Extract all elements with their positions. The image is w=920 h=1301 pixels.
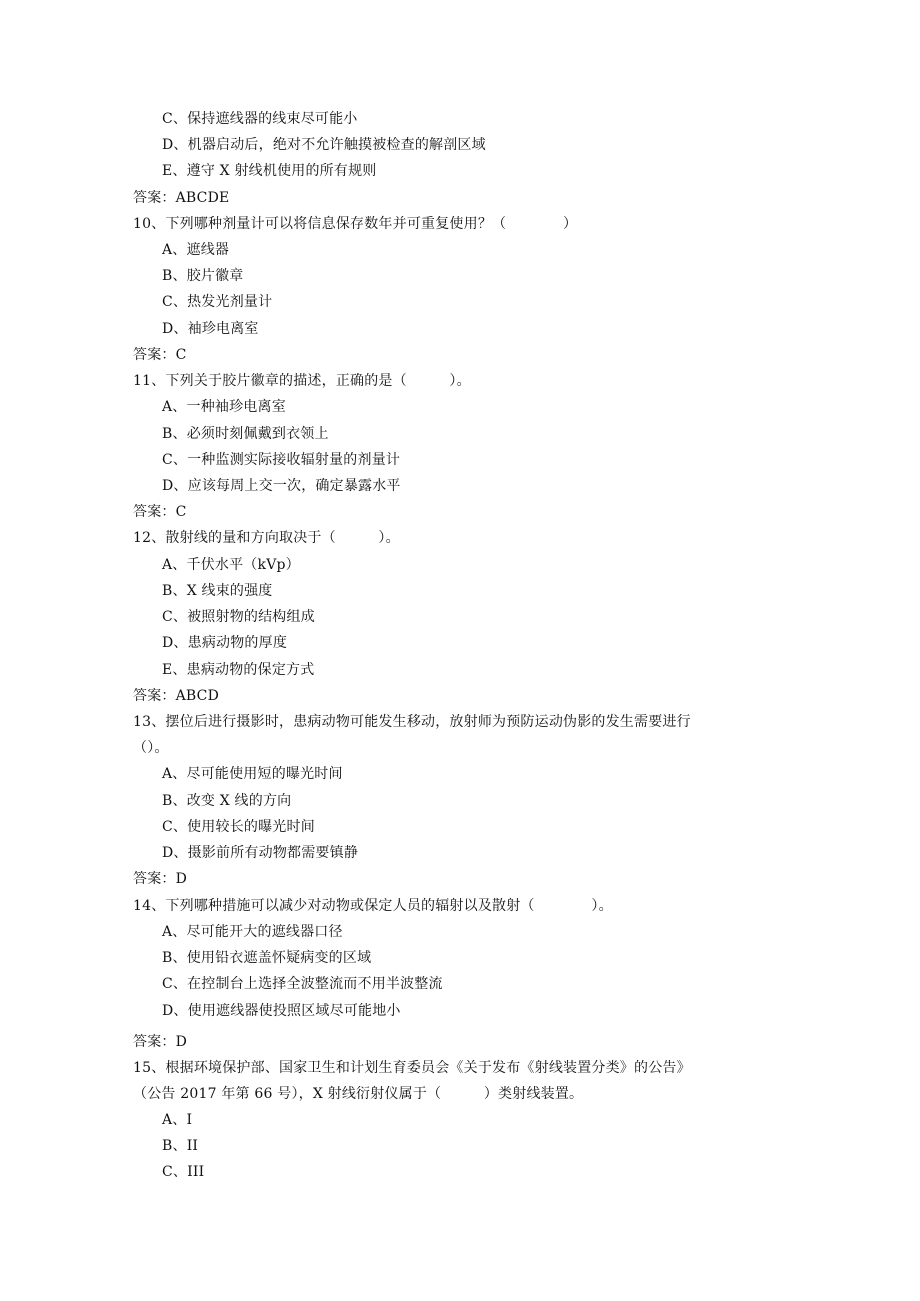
- answer-line: 答案：D: [133, 871, 188, 887]
- answer-line: 答案：C: [133, 504, 187, 520]
- question-line: （公告 2017 年第 66 号），X 射线衍射仪属于（ ）类射线装置。: [133, 1086, 584, 1102]
- option-line: D、摄影前所有动物都需要镇静: [162, 845, 359, 861]
- answer-line: 答案：D: [133, 1034, 188, 1050]
- question-line: 13、摆位后进行摄影时，患病动物可能发生移动，放射师为预防运动伪影的发生需要进行: [133, 714, 691, 730]
- option-line: E、遵守 X 射线机使用的所有规则: [162, 163, 377, 179]
- question-line: （）。: [133, 740, 169, 756]
- option-line: D、使用遮线器使投照区域尽可能地小: [162, 1003, 401, 1019]
- option-line: C、保持遮线器的线束尽可能小: [162, 111, 358, 127]
- option-line: C、一种监测实际接收辐射量的剂量计: [162, 452, 401, 468]
- option-line: D、机器启动后，绝对不允许触摸被检查的解剖区域: [162, 137, 486, 153]
- answer-line: 答案：ABCD: [133, 688, 219, 704]
- option-line: B、必须时刻佩戴到衣领上: [162, 426, 329, 442]
- option-line: B、X 线束的强度: [162, 583, 273, 599]
- option-line: C、III: [162, 1164, 205, 1180]
- question-line: 15、根据环境保护部、国家卫生和计划生育委员会《关于发布《射线装置分类》的公告》: [133, 1060, 691, 1076]
- option-line: D、袖珍电离室: [162, 321, 259, 337]
- option-line: C、使用较长的曝光时间: [162, 819, 315, 835]
- option-line: B、胶片徽章: [162, 268, 244, 284]
- option-line: D、应该每周上交一次，确定暴露水平: [162, 478, 401, 494]
- question-line: 10、下列哪种剂量计可以将信息保存数年并可重复使用？（ ）: [133, 216, 578, 232]
- question-line: 11、下列关于胶片徽章的描述，正确的是（ ）。: [133, 373, 471, 389]
- option-line: D、患病动物的厚度: [162, 635, 288, 651]
- option-line: E、患病动物的保定方式: [162, 662, 315, 678]
- option-line: A、千伏水平（kVp）: [162, 557, 300, 573]
- option-line: C、热发光剂量计: [162, 294, 273, 310]
- option-line: A、尽可能开大的遮线器口径: [162, 924, 343, 940]
- option-line: B、改变 X 线的方向: [162, 793, 292, 809]
- option-line: C、在控制台上选择全波整流而不用半波整流: [162, 976, 443, 992]
- option-line: B、II: [162, 1138, 199, 1154]
- option-line: A、I: [162, 1112, 193, 1128]
- question-line: 14、下列哪种措施可以减少对动物或保定人员的辐射以及散射（ ）。: [133, 898, 613, 914]
- answer-line: 答案：C: [133, 347, 187, 363]
- option-line: C、被照射物的结构组成: [162, 609, 315, 625]
- option-line: B、使用铅衣遮盖怀疑病变的区域: [162, 950, 372, 966]
- option-line: A、一种袖珍电离室: [162, 399, 286, 415]
- question-line: 12、散射线的量和方向取决于（ ）。: [133, 530, 400, 546]
- option-line: A、尽可能使用短的曝光时间: [162, 766, 343, 782]
- answer-line: 答案：ABCDE: [133, 190, 230, 206]
- option-line: A、遮线器: [162, 242, 230, 258]
